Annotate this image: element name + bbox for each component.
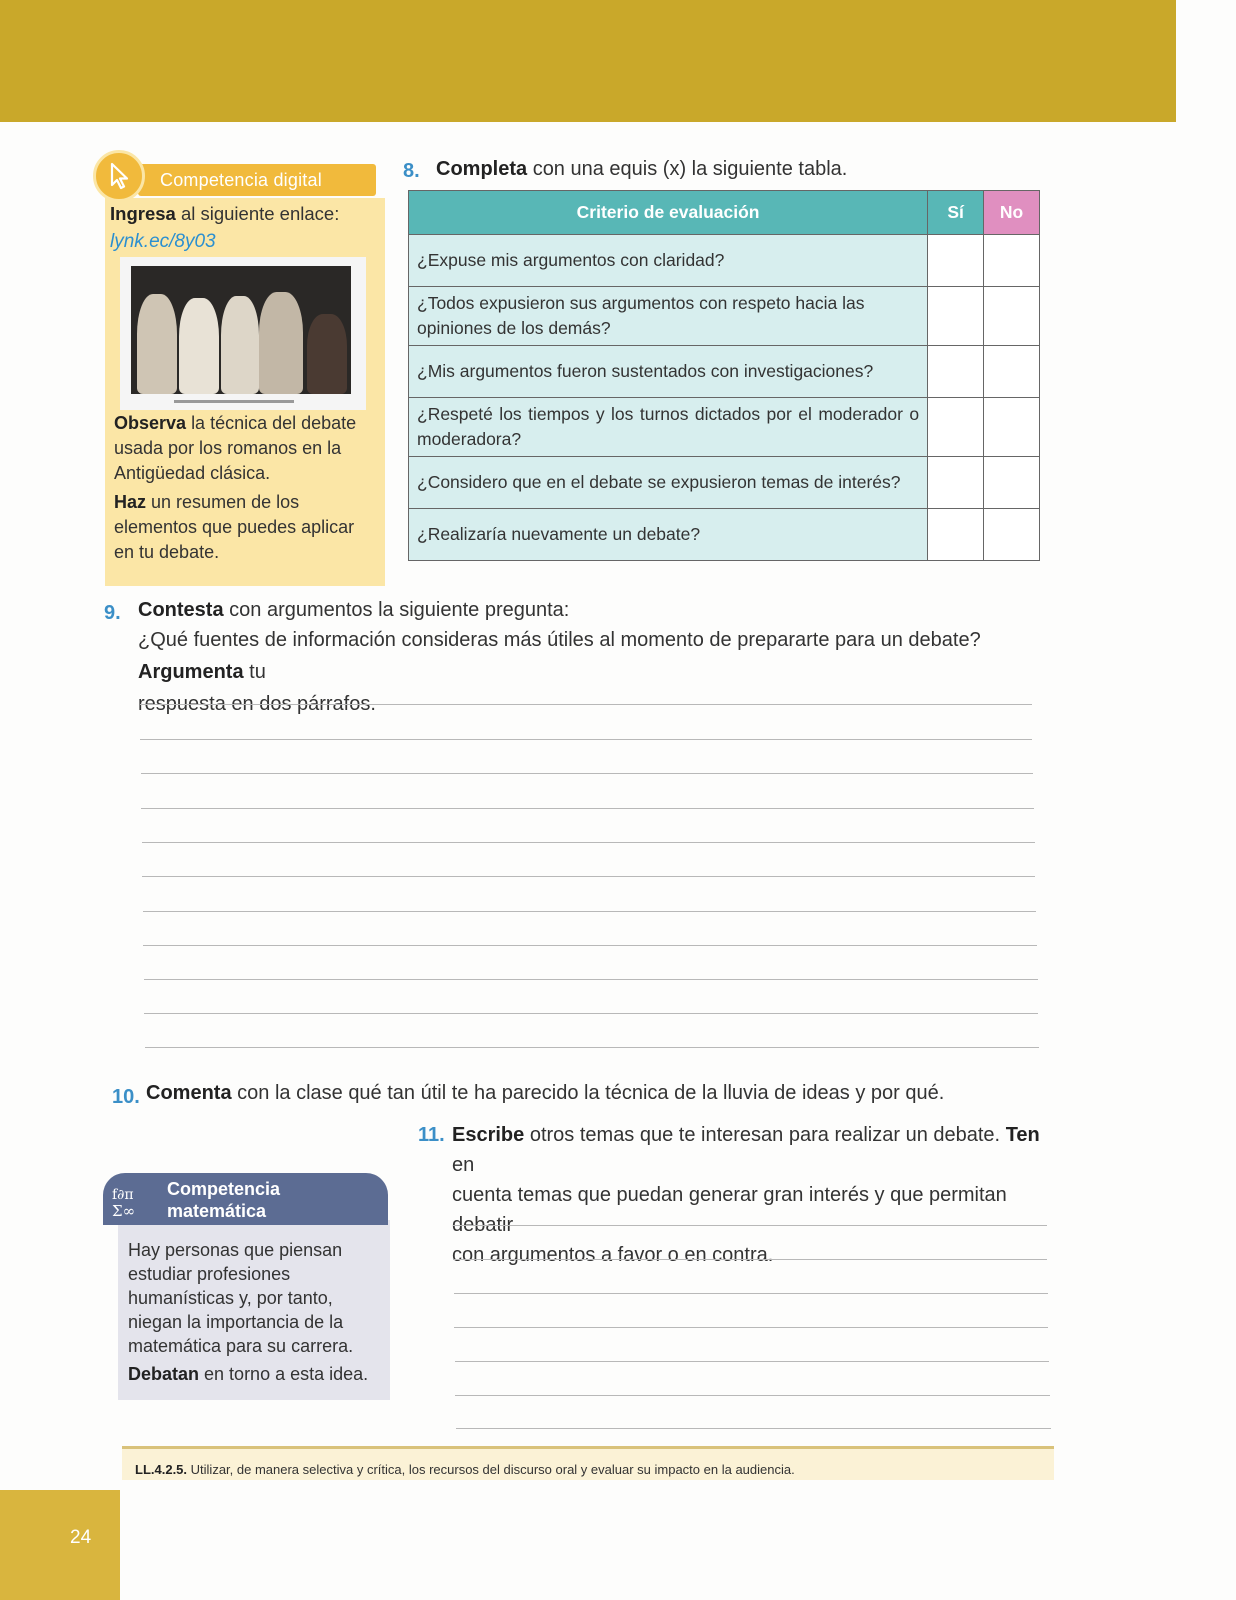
yes-checkbox-cell[interactable] xyxy=(928,398,984,457)
no-checkbox-cell[interactable] xyxy=(984,398,1040,457)
video-thumbnail[interactable] xyxy=(131,266,351,394)
answer-line[interactable] xyxy=(456,1428,1051,1429)
video-link[interactable]: lynk.ec/8y03 xyxy=(110,231,216,252)
page-number: 24 xyxy=(70,1527,92,1548)
math-competence-title: Competencia matemática xyxy=(167,1179,281,1221)
no-checkbox-cell[interactable] xyxy=(984,509,1040,561)
digital-competence-title: Competencia digital xyxy=(160,170,322,190)
answer-line[interactable] xyxy=(144,1013,1038,1014)
top-color-band xyxy=(0,0,1170,122)
table-row xyxy=(409,287,1040,346)
no-checkbox-cell[interactable] xyxy=(984,457,1040,509)
activity-8-instruction: Completa con una equis (x) la siguiente tabla. xyxy=(436,158,848,180)
svg-text:Σ∞: Σ∞ xyxy=(112,1202,136,1220)
table-row xyxy=(409,235,1040,287)
no-checkbox-cell[interactable] xyxy=(984,287,1040,346)
activity-10-number: 10. xyxy=(112,1086,140,1108)
yes-checkbox-cell[interactable] xyxy=(928,457,984,509)
header-criterion: Criterio de evaluación xyxy=(409,191,928,235)
table-row xyxy=(409,509,1040,561)
criterion-cell: ¿Realizaría nuevamente un debate? xyxy=(409,509,928,561)
answer-line[interactable] xyxy=(143,945,1037,946)
video-caption xyxy=(174,400,294,403)
answer-line[interactable] xyxy=(143,911,1036,912)
yes-checkbox-cell[interactable] xyxy=(928,346,984,398)
digital-paragraph-2: Haz un resumen de los elementos que puedes aplicar en tu debate. xyxy=(114,492,355,562)
math-symbols-icon xyxy=(104,1180,152,1222)
activity-9-number: 9. xyxy=(104,602,121,624)
digital-paragraph-1: Observa la técnica del debate usada por los romanos en la Antigüedad clásica. xyxy=(114,413,357,483)
no-checkbox-cell[interactable] xyxy=(984,235,1040,287)
answer-line[interactable] xyxy=(141,773,1033,774)
answer-line[interactable] xyxy=(454,1327,1048,1328)
cursor-arrow-icon xyxy=(93,150,145,202)
page-number-tab xyxy=(0,1490,120,1600)
criterion-cell: ¿Todos expusieron sus argumentos con respeto hacia las opiniones de los demás? xyxy=(409,287,928,346)
activity-9-instruction: Contesta con argumentos la siguiente pregunta: xyxy=(138,599,570,621)
yes-checkbox-cell[interactable] xyxy=(928,235,984,287)
table-row xyxy=(409,346,1040,398)
no-checkbox-cell[interactable] xyxy=(984,346,1040,398)
criterion-cell: ¿Expuse mis argumentos con claridad? xyxy=(409,235,928,287)
header-no: No xyxy=(984,191,1040,235)
evaluation-table xyxy=(408,190,1040,561)
answer-line[interactable] xyxy=(140,704,1032,705)
activity-11-instruction: Escribe otros temas que te interesan para realizar un debate. Ten en cuenta temas que puedan generar gran interés y que permitan debatir con argumentos a favor o en contra. xyxy=(452,1124,1040,1266)
table-row xyxy=(409,398,1040,457)
answer-line[interactable] xyxy=(144,979,1038,980)
activity-9-question: ¿Qué fuentes de información consideras más útiles al momento de prepararte para un debate? Argumenta tu respuesta en dos párrafos. xyxy=(138,629,981,715)
activity-11-number: 11. xyxy=(418,1124,445,1146)
answer-line[interactable] xyxy=(453,1225,1047,1226)
activity-10-instruction: Comenta con la clase qué tan útil te ha parecido la técnica de la lluvia de ideas y por qué. xyxy=(146,1082,945,1104)
svg-text:f∂π: f∂π xyxy=(112,1187,134,1203)
answer-line[interactable] xyxy=(454,1293,1048,1294)
answer-line[interactable] xyxy=(145,1047,1039,1048)
criterion-cell: ¿Mis argumentos fueron sustentados con investigaciones? xyxy=(409,346,928,398)
answer-line[interactable] xyxy=(142,842,1035,843)
yes-checkbox-cell[interactable] xyxy=(928,509,984,561)
answer-line[interactable] xyxy=(142,876,1035,877)
activity-8-number: 8. xyxy=(403,160,420,182)
answer-line[interactable] xyxy=(140,739,1032,740)
yes-checkbox-cell[interactable] xyxy=(928,287,984,346)
curriculum-standard: LL.4.2.5. Utilizar, de manera selectiva y crítica, los recursos del discurso oral y evaluar su impacto en la audiencia. xyxy=(135,1462,795,1477)
math-paragraph: Hay personas que piensan estudiar profesiones humanísticas y, por tanto, niegan la importancia de la matemática para su carrera. xyxy=(128,1240,354,1356)
digital-instruction: Ingresa al siguiente enlace: xyxy=(110,203,340,224)
criterion-cell: ¿Considero que en el debate se expusieron temas de interés? xyxy=(409,457,928,509)
answer-line[interactable] xyxy=(455,1361,1049,1362)
table-row xyxy=(409,457,1040,509)
criterion-cell: ¿Respeté los tiempos y los turnos dictados por el moderador o moderadora? xyxy=(409,398,928,457)
math-instruction: Debatan en torno a esta idea. xyxy=(128,1364,369,1384)
answer-line[interactable] xyxy=(453,1259,1047,1260)
answer-line[interactable] xyxy=(141,808,1034,809)
answer-line[interactable] xyxy=(455,1395,1050,1396)
header-yes: Sí xyxy=(928,191,984,235)
